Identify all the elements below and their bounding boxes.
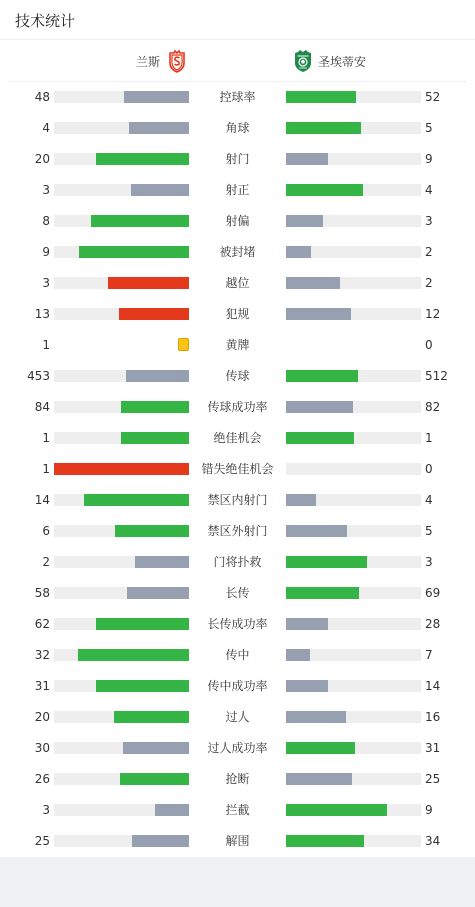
away-value: 52 (425, 90, 441, 104)
stat-row (0, 236, 475, 267)
home-value: 62 (34, 617, 50, 631)
home-value: 84 (34, 400, 50, 414)
home-bar-track (54, 587, 189, 599)
home-bar-track (54, 680, 189, 692)
home-value: 9 (42, 245, 50, 259)
stat-label: 角球 (225, 121, 250, 135)
away-value: 9 (425, 152, 433, 166)
away-value: 3 (425, 214, 433, 228)
away-value: 5 (425, 121, 433, 135)
home-bar-track (54, 463, 189, 475)
away-bar-track (286, 773, 421, 785)
saint-etienne-crest-icon (292, 49, 314, 73)
stat-label: 拦截 (225, 803, 250, 817)
stat-label: 门将扑救 (213, 555, 262, 569)
home-bar-fill (96, 618, 189, 630)
stat-label: 射正 (225, 183, 250, 197)
stat-row (0, 329, 475, 360)
home-bar-track (54, 91, 189, 103)
away-value: 25 (425, 772, 441, 786)
home-value: 6 (42, 524, 50, 538)
stat-row (0, 639, 475, 670)
stat-row (0, 267, 475, 298)
reims-crest-icon (166, 49, 188, 73)
home-bar-track (54, 804, 189, 816)
away-bar-fill (286, 525, 347, 537)
stat-row (0, 422, 475, 453)
home-bar-track (54, 649, 189, 661)
home-bar-fill (114, 711, 189, 723)
away-value: 34 (425, 834, 441, 848)
away-bar-track (286, 649, 421, 661)
stat-row (0, 577, 475, 608)
home-bar-track (54, 618, 189, 630)
home-value: 14 (34, 493, 50, 507)
home-bar-fill (126, 370, 189, 382)
away-value: 69 (425, 586, 441, 600)
away-bar-fill (286, 370, 358, 382)
away-value: 28 (425, 617, 441, 631)
away-bar-fill (286, 308, 351, 320)
stat-label: 越位 (225, 276, 250, 290)
away-bar-fill (286, 153, 328, 165)
away-bar-fill (286, 649, 310, 661)
home-bar-fill (131, 184, 189, 196)
away-bar-fill (286, 556, 367, 568)
stat-row (0, 546, 475, 577)
home-value: 453 (27, 369, 50, 383)
home-bar-fill (155, 804, 189, 816)
title-bar (0, 0, 475, 40)
home-value: 48 (34, 90, 50, 104)
away-bar-track (286, 835, 421, 847)
away-bar-track (286, 122, 421, 134)
home-value: 30 (34, 741, 50, 755)
home-value: 1 (42, 431, 50, 445)
home-team-name: 兰斯 (135, 54, 160, 69)
away-bar-track (286, 618, 421, 630)
away-value: 4 (425, 183, 433, 197)
home-bar-fill (127, 587, 189, 599)
away-bar-track (286, 153, 421, 165)
home-value: 31 (34, 679, 50, 693)
home-bar-fill (115, 525, 189, 537)
stat-row (0, 81, 475, 112)
home-value: 1 (42, 462, 50, 476)
stat-label: 传球 (225, 369, 250, 383)
away-bar-track (286, 91, 421, 103)
away-team (292, 49, 366, 73)
away-bar-fill (286, 494, 316, 506)
away-bar-fill (286, 401, 353, 413)
away-value: 0 (425, 462, 433, 476)
teams-header (8, 41, 467, 82)
away-bar-fill (286, 184, 363, 196)
stat-row (0, 391, 475, 422)
home-value: 8 (42, 214, 50, 228)
away-value: 512 (425, 369, 448, 383)
away-value: 1 (425, 431, 433, 445)
away-bar-fill (286, 215, 323, 227)
home-bar-fill (120, 773, 189, 785)
away-bar-fill (286, 711, 346, 723)
away-bar-fill (286, 122, 361, 134)
stat-row (0, 360, 475, 391)
stat-label: 黄牌 (225, 338, 250, 352)
home-value: 2 (42, 555, 50, 569)
stat-row (0, 701, 475, 732)
home-bar-track (54, 246, 189, 258)
away-value: 0 (425, 338, 433, 352)
home-bar-fill (84, 494, 189, 506)
away-value: 31 (425, 741, 441, 755)
home-bar-track (54, 215, 189, 227)
stat-label: 传球成功率 (207, 400, 268, 414)
stat-label: 错失绝佳机会 (201, 462, 274, 476)
away-bar-track (286, 680, 421, 692)
home-bar-track (54, 711, 189, 723)
away-bar-track (286, 587, 421, 599)
home-bar-fill (96, 680, 189, 692)
stat-label: 抢断 (225, 772, 250, 786)
home-value: 26 (34, 772, 50, 786)
away-bar-track (286, 711, 421, 723)
home-value: 25 (34, 834, 50, 848)
home-value: 20 (34, 152, 50, 166)
stat-label: 射门 (225, 152, 250, 166)
stat-label: 传中 (225, 648, 250, 662)
away-bar-track (286, 432, 421, 444)
stat-row (0, 484, 475, 515)
away-value: 16 (425, 710, 441, 724)
home-bar-track (54, 122, 189, 134)
away-bar-track (286, 370, 421, 382)
away-bar-fill (286, 742, 355, 754)
home-bar-track (54, 835, 189, 847)
away-value: 2 (425, 245, 433, 259)
home-bar-track (54, 277, 189, 289)
home-value: 4 (42, 121, 50, 135)
home-value: 32 (34, 648, 50, 662)
away-bar-track (286, 742, 421, 754)
stat-label: 解围 (225, 834, 250, 848)
away-bar-track (286, 494, 421, 506)
away-value: 7 (425, 648, 433, 662)
home-bar-track (54, 556, 189, 568)
away-value: 82 (425, 400, 441, 414)
home-value: 20 (34, 710, 50, 724)
stat-label: 射偏 (225, 214, 250, 228)
stat-label: 禁区内射门 (207, 493, 268, 507)
home-bar-track (54, 432, 189, 444)
away-bar-track (286, 277, 421, 289)
page-title: 技术统计 (15, 12, 76, 30)
away-bar-track (286, 184, 421, 196)
home-value: 13 (34, 307, 50, 321)
stat-label: 过人 (225, 710, 250, 724)
away-bar-track (286, 401, 421, 413)
away-bar-track (286, 308, 421, 320)
home-bar-track (54, 308, 189, 320)
away-bar-fill (286, 91, 356, 103)
away-bar-fill (286, 773, 352, 785)
home-bar-track (54, 525, 189, 537)
home-bar-fill (91, 215, 189, 227)
stat-row (0, 763, 475, 794)
home-value: 58 (34, 586, 50, 600)
stat-row (0, 143, 475, 174)
away-team-name: 圣埃蒂安 (318, 54, 367, 69)
home-team (136, 49, 188, 73)
stat-label: 控球率 (219, 90, 256, 104)
home-bar-fill (121, 432, 189, 444)
home-bar-fill (54, 463, 189, 475)
away-bar-track (286, 804, 421, 816)
home-bar-fill (129, 122, 189, 134)
home-bar-track (54, 742, 189, 754)
stat-row (0, 825, 475, 856)
away-bar-fill (286, 587, 359, 599)
home-bar-fill (121, 401, 189, 413)
away-value: 2 (425, 276, 433, 290)
home-bar-track (54, 153, 189, 165)
away-bar-fill (286, 680, 328, 692)
stat-label: 长传 (225, 586, 250, 600)
stat-label: 长传成功率 (207, 617, 268, 631)
away-value: 5 (425, 524, 433, 538)
stat-label: 被封堵 (219, 245, 256, 259)
stat-label: 传中成功率 (207, 679, 268, 693)
away-bar-fill (286, 804, 387, 816)
home-bar-fill (132, 835, 189, 847)
away-bar-track (286, 525, 421, 537)
stat-row (0, 174, 475, 205)
home-value: 3 (42, 276, 50, 290)
home-bar-fill (119, 308, 189, 320)
stat-row (0, 732, 475, 763)
home-bar-fill (124, 91, 189, 103)
away-value: 3 (425, 555, 433, 569)
stat-row (0, 608, 475, 639)
home-bar-track (54, 184, 189, 196)
away-value: 4 (425, 493, 433, 507)
home-bar-track (54, 401, 189, 413)
away-bar-track (286, 463, 421, 475)
away-bar-track (286, 215, 421, 227)
stat-label: 禁区外射门 (207, 524, 268, 538)
stat-label: 过人成功率 (207, 741, 268, 755)
home-value: 1 (42, 338, 50, 352)
home-bar-fill (96, 153, 189, 165)
stat-label: 犯规 (225, 307, 250, 321)
stat-row (0, 794, 475, 825)
stat-row (0, 453, 475, 484)
home-bar-track (54, 370, 189, 382)
home-value: 3 (42, 803, 50, 817)
stat-label: 绝佳机会 (213, 431, 262, 445)
stat-row (0, 205, 475, 236)
away-value: 12 (425, 307, 441, 321)
home-bar-fill (123, 742, 189, 754)
home-bar-fill (135, 556, 189, 568)
home-bar-track (54, 773, 189, 785)
stat-row (0, 298, 475, 329)
home-bar-track (54, 494, 189, 506)
away-value: 9 (425, 803, 433, 817)
stats-list (0, 81, 475, 856)
away-bar-fill (286, 835, 364, 847)
yellow-card-icon (178, 338, 189, 351)
home-value: 3 (42, 183, 50, 197)
home-bar-fill (79, 246, 189, 258)
home-bar-fill (108, 277, 189, 289)
away-bar-fill (286, 432, 354, 444)
away-bar-track (286, 246, 421, 258)
away-bar-track (286, 556, 421, 568)
stat-row (0, 670, 475, 701)
stat-row (0, 112, 475, 143)
away-bar-fill (286, 246, 311, 258)
away-value: 14 (425, 679, 441, 693)
away-bar-fill (286, 618, 328, 630)
stat-row (0, 515, 475, 546)
away-bar-fill (286, 277, 340, 289)
home-bar-fill (78, 649, 189, 661)
